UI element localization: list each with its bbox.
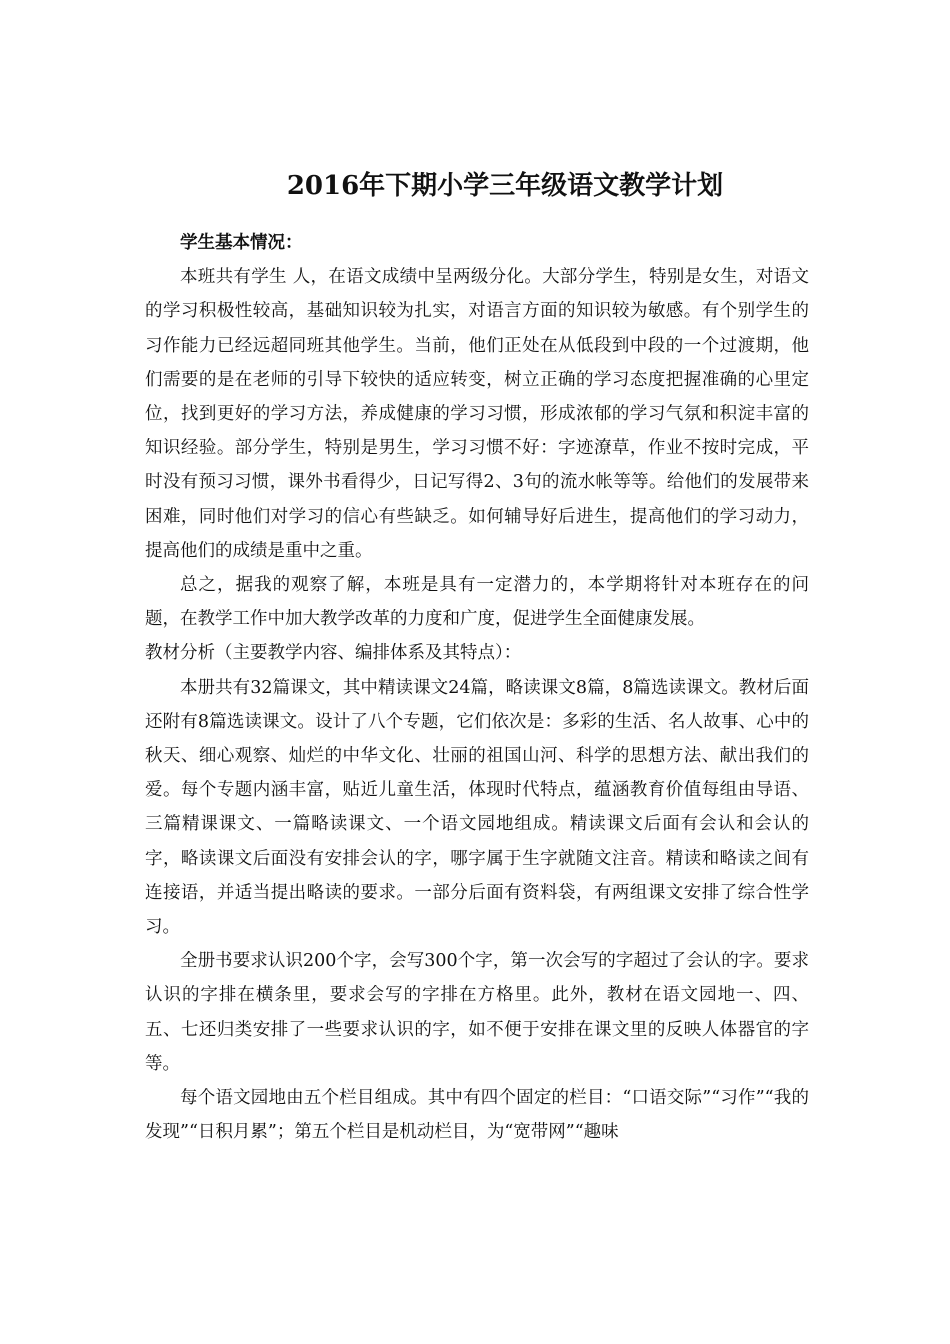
section-heading-textbook-analysis: 教材分析（主要教学内容、编排体系及其特点）： [145, 643, 522, 664]
section-heading-student-situation: 学生基本情况： [180, 233, 303, 253]
document-title: 2016年下期小学三年级语文教学计划 [286, 171, 724, 201]
paragraph-summary: 总之，据我的观察了解，本班是具有一定潜力的，本学期将针对本班存在的问题，在教学工作中加大教学改革的力度和广度，促进学生全面健康发展。 [145, 575, 809, 630]
paragraph-character-requirements: 全册书要求认识200个字，会写300个字，第一次会写的字超过了会认的字。要求认识的字排在横条里，要求会写的字排在方格里。此外，教材在语文园地一、四、五、七还归类安排了一些要求认识的字，如不便于安排在课文里的反映人体器官的字等。 [145, 951, 809, 1074]
paragraph-textbook-content: 本册共有32篇课文，其中精读课文24篇，略读课文8篇，8篇选读课文。教材后面还附有8篇选读课文。设计了八个专题，它们依次是：多彩的生活、名人故事、心中的秋天、细心观察、灿烂的中华文化、壮丽的祖国山河、科学的思想方法、献出我们的爱。每个专题内涵丰富，贴近儿童生活，体现时代特点，蕴涵教育价值每组由导语、三篇精课课文、一篇略读课文、一个语文园地组成。精读课文后面有会认和会认的字，略读课文后面没有安排会认的字，哪字属于生字就随文注音。精读和略读之间有连接语，并适当提出略读的要求。一部分后面有资料袋，有两组课文安排了综合性学习。 [145, 677, 809, 938]
paragraph-language-garden: 每个语文园地由五个栏目组成。其中有四个固定的栏目：“口语交际”“习作”“我的发现”“日积月累”；第五个栏目是机动栏目，为“宽带网”“趣味 [145, 1088, 809, 1143]
paragraph-student-situation: 本班共有学生 人，在语文成绩中呈两级分化。大部分学生，特别是女生，对语文的学习积极性较高，基础知识较为扎实，对语言方面的知识较为敏感。有个别学生的习作能力已经远超同班其他学生。当前，他们正处在从低段到中段的一个过渡期，他们需要的是在老师的引导下较快的适应转变，树立正确的学习态度把握准确的心里定位，找到更好的学习方法，养成健康的学习习惯，形成浓郁的学习气氛和积淀丰富的知识经验。部分学生，特别是男生，学习习惯不好：字迹潦草，作业不按时完成，平时没有预习习惯，课外书看得少，日记写得2、3句的流水帐等等。给他们的发展带来困难，同时他们对学习的信心有些缺乏。如何辅导好后进生，提高他们的学习动力，提高他们的成绩是重中之重。 [145, 267, 809, 561]
document-body [145, 226, 809, 1149]
